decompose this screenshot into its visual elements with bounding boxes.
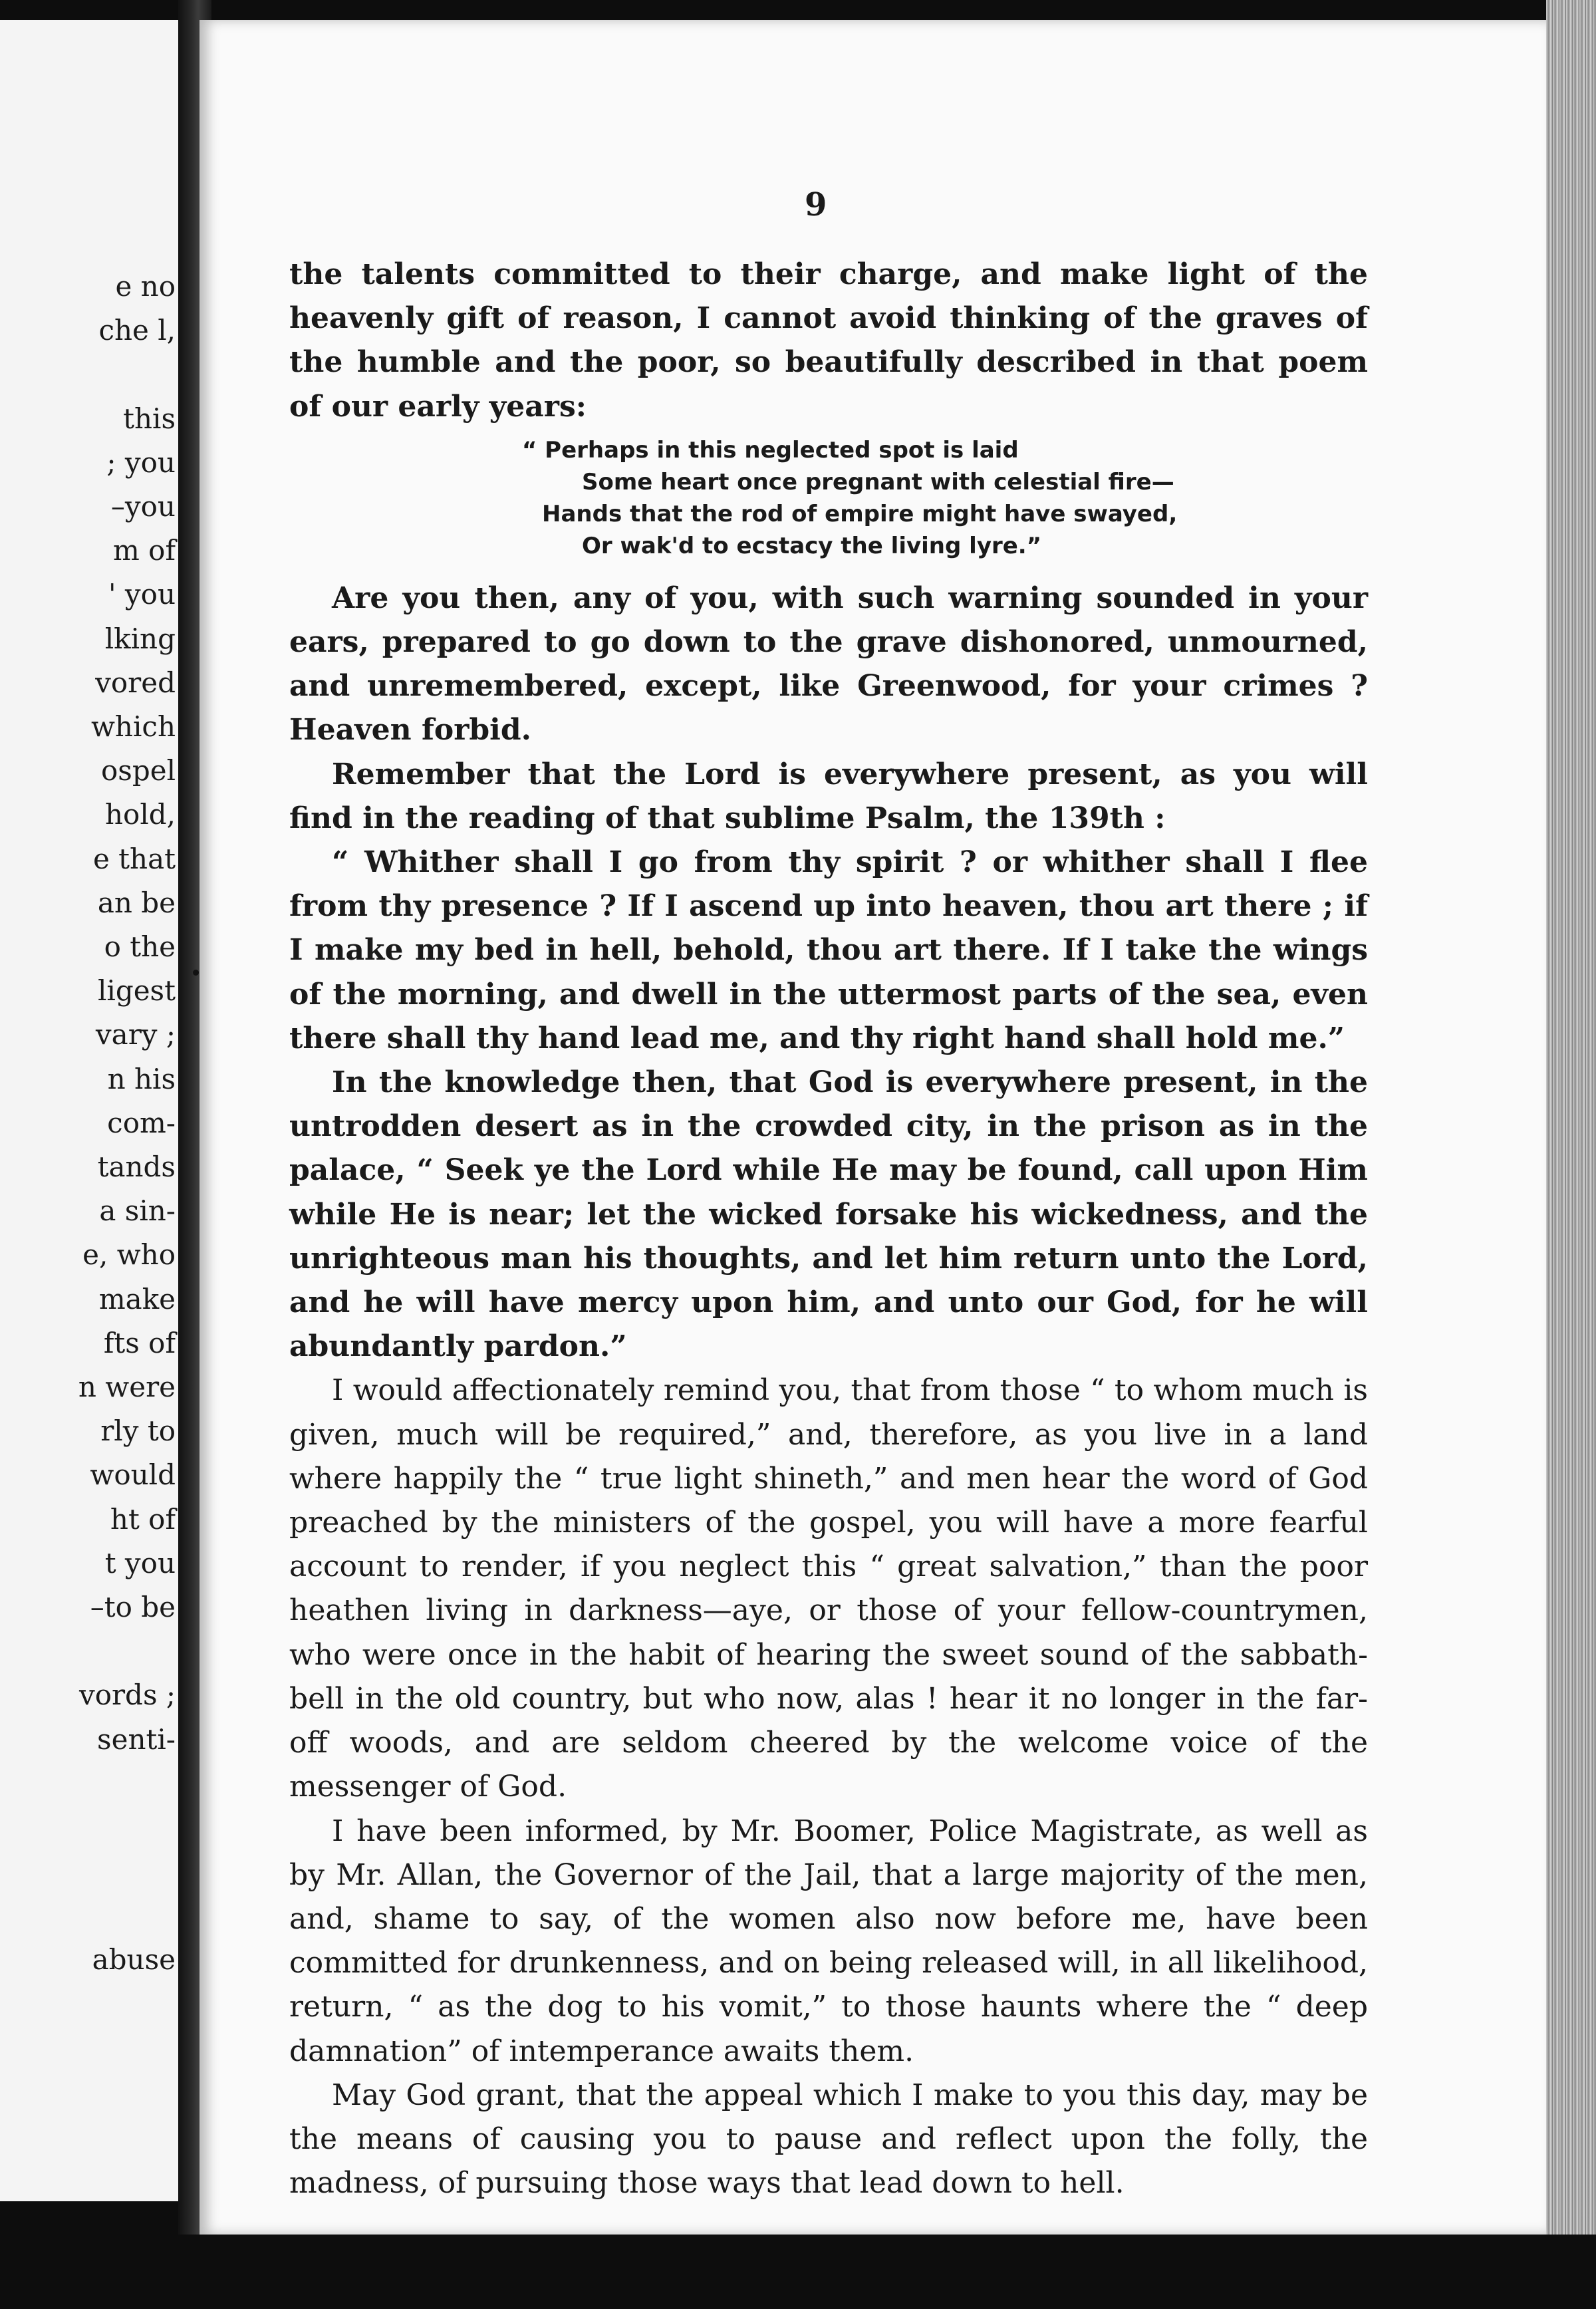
scripture-quote: “ Whither shall I go from thy spirit ? or whither shall I flee from thy presence ? If I ascend up into heaven, thou art there ; if I make my bed in hell, behold, thou art there. If I take the wings of the morning, and dwell in the uttermost parts of the sea, even there shall thy hand lead me, and thy right hand shall hold me.” — [289, 845, 1368, 1055]
facing-page-line: ht of — [110, 1502, 176, 1536]
facing-page-line: ; you — [106, 446, 176, 479]
facing-page-line: n were — [78, 1371, 176, 1403]
facing-page-line: lking — [104, 622, 176, 655]
facing-page-line: vary ; — [95, 1018, 176, 1051]
facing-page-line: hold, — [104, 798, 176, 831]
facing-page-line: abuse — [92, 1943, 176, 1976]
facing-page-line: fts of — [103, 1326, 176, 1359]
paragraph: Remember that the Lord is everywhere present, as you will find in the reading of that sublime Psalm, the 139th : — [289, 757, 1368, 835]
facing-page-line: com- — [107, 1106, 176, 1139]
opening-paragraph: the talents committed to their charge, and make light of the heavenly gift of reason, I cannot avoid thinking of the graves of the humble and the poor, so beautifully described in that poem of our early years: — [289, 257, 1368, 424]
paragraph: In the knowledge then, that God is everywhere present, in the untrodden desert as in the crowded city, in the prison as in the palace, “ Seek ye the Lord while He may be found, call upon Him while He is near; let the wicked forsake his wickedness, and the unrighteous man his thoughts, and let him return unto the Lord, and he will have mercy upon him, and unto our God, for he will abundantly pardon.” — [289, 1065, 1368, 1364]
facing-page-line: e, who — [82, 1238, 176, 1272]
facing-page-line: would — [90, 1458, 176, 1492]
facing-page-line: this — [123, 402, 176, 435]
facing-page-line: m of — [112, 534, 176, 567]
facing-page-line: tands — [97, 1151, 176, 1183]
facing-page-line: senti- — [97, 1722, 176, 1756]
poem-line: Some heart once pregnant with celestial fire— — [582, 468, 1174, 495]
page-number: 9 — [805, 186, 827, 223]
page-edges — [1546, 0, 1596, 2309]
paragraph: I have been informed, by Mr. Boomer, Police Magistrate, as well as by Mr. Allan, the Governor of the Jail, that a large majority of the men, and, shame to say, of the women also now before me, have been committed for drunkenness, and on being released will, in all likelihood, return, “ as the dog to his vomit,” to those haunts where the “ deep damnation” of intemperance awaits them. — [289, 1814, 1368, 2068]
facing-page-line: e no — [115, 270, 176, 303]
facing-page-line: e that — [92, 842, 176, 875]
facing-page-line: t you — [104, 1546, 176, 1579]
facing-page-line: n his — [107, 1062, 176, 1095]
facing-page-line: an be — [97, 886, 176, 919]
facing-page-line: ' you — [108, 578, 176, 611]
scan-border — [0, 2235, 1596, 2309]
facing-page-line: make — [98, 1282, 176, 1315]
facing-page-line: che l, — [98, 314, 176, 347]
paragraph: May God grant, that the appeal which I make to you this day, may be the means of causing you to pause and reflect upon the folly, the madness, of pursuing those ways that lead down to hell. — [289, 2078, 1368, 2201]
facing-page-line: ospel — [100, 754, 176, 787]
poem-line: Or wak'd to ecstacy the living lyre.” — [582, 532, 1042, 559]
facing-page-line: a sin- — [99, 1194, 176, 1228]
poem-line: Hands that the rod of empire might have swayed, — [542, 500, 1178, 527]
stray-mark — [193, 970, 199, 976]
facing-page-line: vords ; — [78, 1679, 176, 1712]
facing-page-line: ligest — [97, 974, 176, 1008]
poem-quote — [289, 434, 1368, 562]
facing-page-line: rly to — [100, 1415, 176, 1448]
poem-line: “ Perhaps in this neglected spot is laid — [522, 436, 1019, 464]
facing-page-line: which — [90, 710, 176, 743]
paragraph: I would affectionately remind you, that from those “ to whom much is given, much will be required,” and, therefore, as you live in a land where happily the “ true light shineth,” and men hear the word of God preached by the ministers of the gospel, you will have a more fearful account to render, if you neglect this “ great salvation,” than the poor heathen living in darkness—aye, or those of your fellow-countrymen, who were once in the habit of hearing the sweet sound of the sabbath-bell in the old country, but who now, alas ! hear it no longer in the far-off woods, and are seldom cheered by the welcome voice of the messenger of God. — [289, 1373, 1368, 1804]
facing-page-line: o the — [104, 930, 176, 963]
facing-page-fragment — [0, 20, 178, 2201]
facing-page-line: –to be — [90, 1591, 176, 1623]
facing-page-line: –you — [110, 490, 176, 523]
facing-page-line: vored — [95, 666, 176, 699]
paragraph: Are you then, any of you, with such warning sounded in your ears, prepared to go down to the grave dishonored, unmourned, and unremembered, except, like Greenwood, for your crimes ? Heaven forbid. — [289, 581, 1368, 747]
page-body — [289, 253, 1368, 2205]
